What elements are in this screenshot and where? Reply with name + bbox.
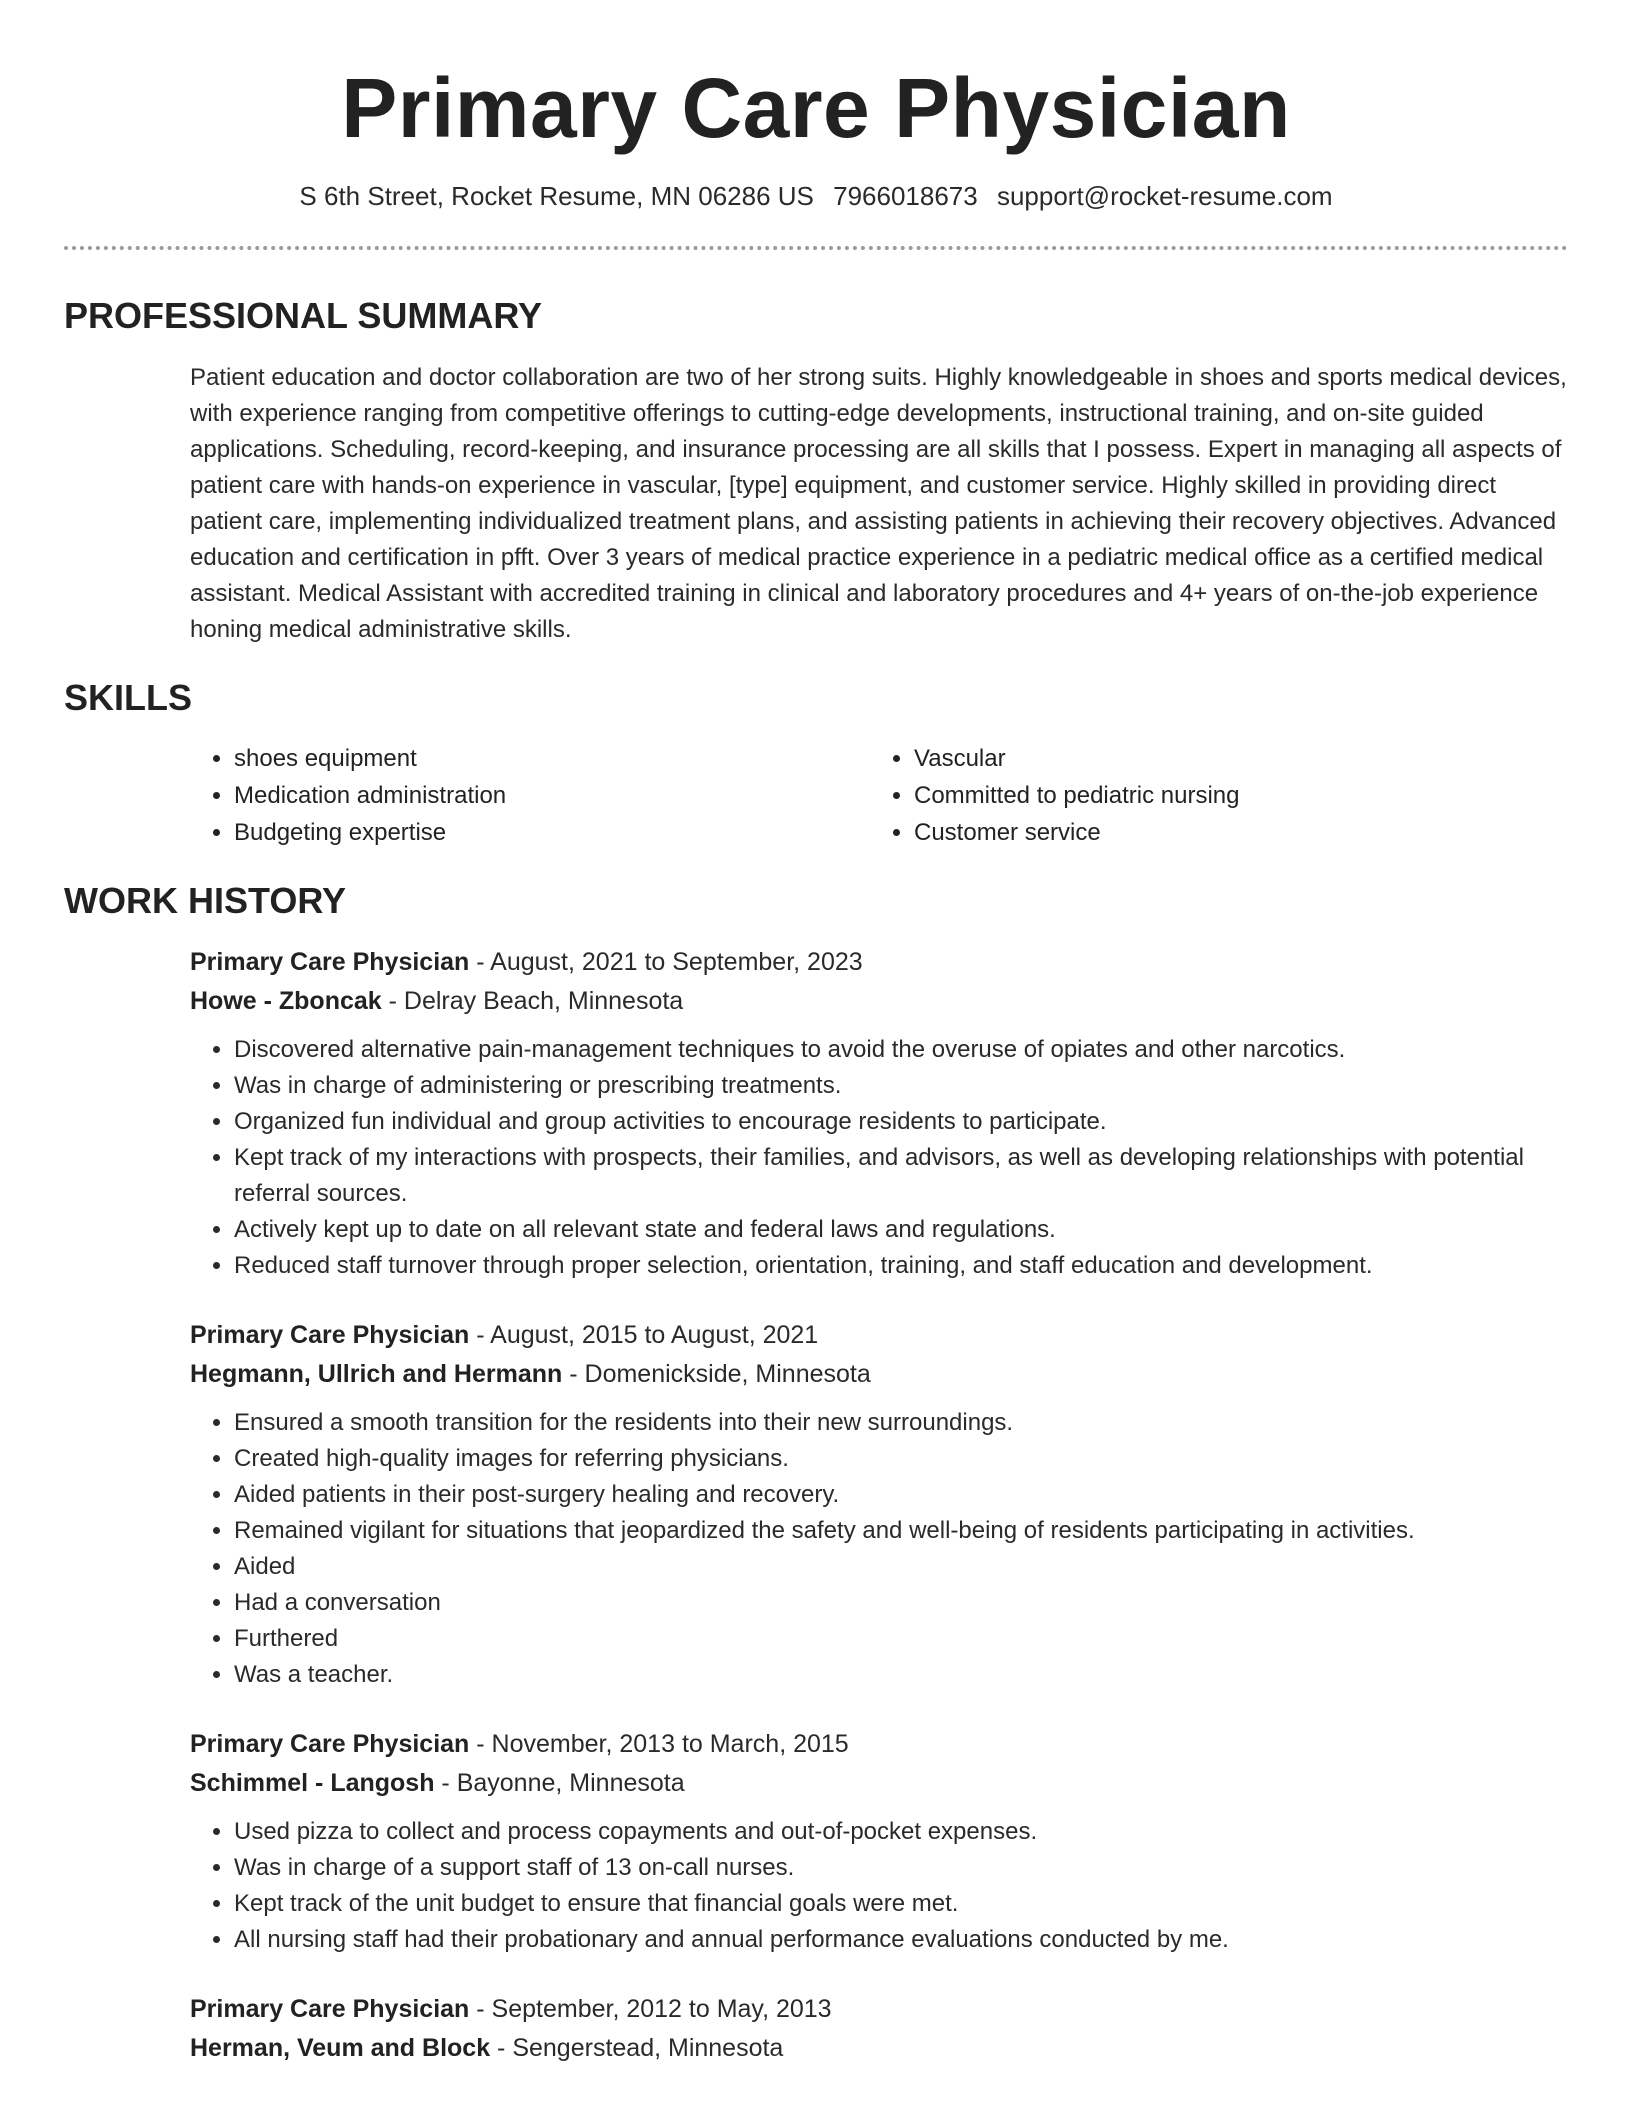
job-bullet: • Reduced staff turnover through proper selection, orientation, training, and staff education and development. [234,1248,1568,1284]
job-entry [190,943,1568,1284]
job-company: Schimmel - Langosh [190,1769,435,1797]
job-bullet: • Kept track of my interactions with prospects, their families, and advisors, as well as developing relationships with potential referral sources. [234,1140,1568,1212]
job-title-line [190,1990,1568,2029]
job-dates: - August, 2015 to August, 2021 [469,1321,819,1349]
job-dates: - November, 2013 to March, 2015 [469,1730,849,1758]
resume-page [64,0,1568,2068]
job-bullets [190,1814,1568,1958]
job-title-line [190,1725,1568,1764]
job-bullets [190,1032,1568,1284]
skill-item: • Budgeting expertise [234,814,870,851]
job-bullet: • Discovered alternative pain-management techniques to avoid the overuse of opiates and other narcotics. [234,1032,1568,1068]
job-bullet: • Used pizza to collect and process copayments and out-of-pocket expenses. [234,1814,1568,1850]
job-bullet: • Created high-quality images for referring physicians. [234,1441,1568,1477]
contact-email: support@rocket-resume.com [996,181,1333,211]
skill-item: • Committed to pediatric nursing [914,777,1514,814]
job-company: Howe - Zboncak [190,987,382,1015]
job-location: - Bayonne, Minnesota [434,1769,685,1797]
job-bullet: • Had a conversation [234,1585,1568,1621]
job-location: - Sengerstead, Minnesota [490,2034,784,2062]
job-bullet: • Kept track of the unit budget to ensure that financial goals were met. [234,1886,1568,1922]
skills-heading: SKILLS [64,677,193,718]
job-dates: - August, 2021 to September, 2023 [469,948,863,976]
job-bullet: • Organized fun individual and group activities to encourage residents to participate. [234,1104,1568,1140]
job-title-line [190,943,1568,982]
job-title: Primary Care Physician [190,1730,470,1758]
job-bullet: • Remained vigilant for situations that jeopardized the safety and well-being of residents participating in activities. [234,1513,1568,1549]
summary-text: Patient education and doctor collaboration are two of her strong suits. Highly knowledgeable in shoes and sports medical devices, with experience ranging from competitive offerings to cutting-edge developments, instructional training, and on-site guided applications. Scheduling, record-keeping, and insurance processing are all skills that I possess. Expert in managing all aspects of patient care with hands-on experience in vascular, [type] equipment, and customer service. Highly skilled in providing direct patient care, implementing individualized treatment plans, and assisting patients in achieving their recovery objectives. Advanced education and certification in pfft. Over 3 years of medical practice experience in a pediatric medical office as a certified medical assistant. Medical Assistant with accredited training in clinical and laboratory procedures and 4+ years of on-the-job experience honing medical administrative skills. [190,364,1567,643]
job-bullet: • Ensured a smooth transition for the residents into their new surroundings. [234,1405,1568,1441]
job-location: - Domenickside, Minnesota [562,1360,871,1388]
skills-list [190,740,1568,851]
skills-column-left [190,740,870,851]
job-company-line [190,1764,1568,1803]
job-bullet: • Aided [234,1549,1568,1585]
summary-heading: PROFESSIONAL SUMMARY [64,295,543,336]
skill-item: • Vascular [914,740,1514,777]
job-dates: - September, 2012 to May, 2013 [469,1995,832,2023]
job-company-line [190,982,1568,1021]
header-divider [64,246,1568,250]
job-bullet: • Aided patients in their post-surgery healing and recovery. [234,1477,1568,1513]
skill-item: • shoes equipment [234,740,870,777]
job-bullet: • Was a teacher. [234,1657,1568,1693]
contact-line [64,178,1568,214]
job-bullets [190,1405,1568,1693]
job-company-line [190,1355,1568,1394]
job-company: Hegmann, Ullrich and Hermann [190,1360,563,1388]
job-title: Primary Care Physician [190,1321,470,1349]
job-company-line [190,2029,1568,2068]
skill-item: • Medication administration [234,777,870,814]
job-bullet: • Was in charge of a support staff of 13 on-call nurses. [234,1850,1568,1886]
skill-item: • Customer service [914,814,1514,851]
job-entry [190,1316,1568,1693]
job-location: - Delray Beach, Minnesota [381,987,684,1015]
job-title-line [190,1316,1568,1355]
job-bullet: • All nursing staff had their probationary and annual performance evaluations conducted by me. [234,1922,1568,1958]
job-bullet: • Actively kept up to date on all relevant state and federal laws and regulations. [234,1212,1568,1248]
job-company: Herman, Veum and Block [190,2034,491,2062]
work-history-heading: WORK HISTORY [64,880,347,921]
job-title: Primary Care Physician [190,1995,470,2023]
resume-name: Primary Care Physician [341,61,1291,155]
job-bullet: • Furthered [234,1621,1568,1657]
job-bullet: • Was in charge of administering or prescribing treatments. [234,1068,1568,1104]
job-title: Primary Care Physician [190,948,470,976]
contact-address: S 6th Street, Rocket Resume, MN 06286 US [299,181,814,211]
contact-phone: 7966018673 [833,181,978,211]
job-entry [190,1990,1568,2068]
skills-column-right [870,740,1514,851]
job-entry [190,1725,1568,1958]
